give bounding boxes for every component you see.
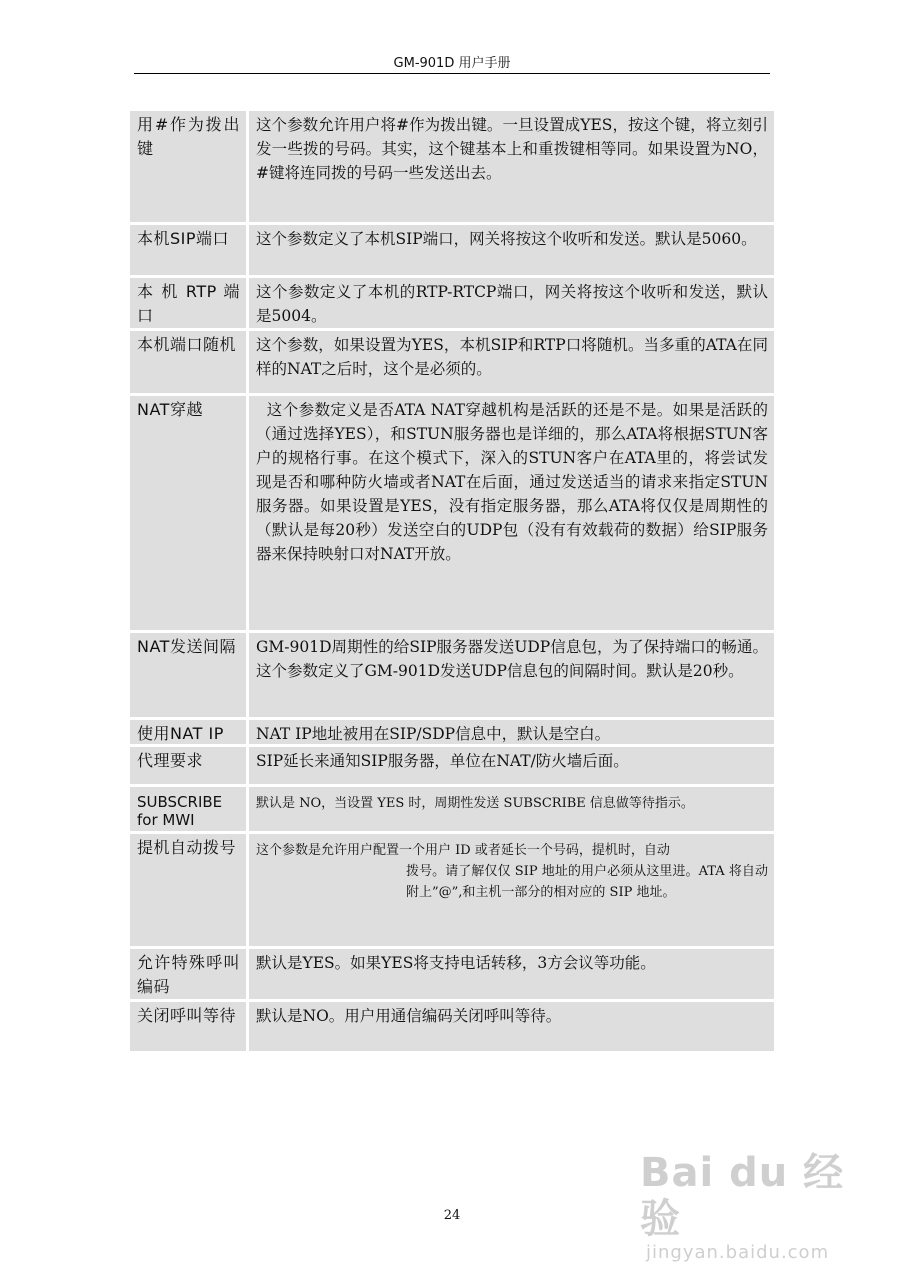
param-description: 这个参数定义了本机的RTP-RTCP端口，网关将按这个收听和发送，默认是5004。 xyxy=(249,278,774,328)
param-description: 这个参数定义了本机SIP端口，网关将按这个收听和发送。默认是5060。 xyxy=(249,225,774,275)
param-description: 默认是 NO，当设置 YES 时，周期性发送 SUBSCRIBE 信息做等待指示。 xyxy=(249,787,774,831)
param-description: NAT IP地址被用在SIP/SDP信息中，默认是空白。 xyxy=(249,720,774,744)
watermark-logo: Bai du 经验 xyxy=(640,1150,845,1242)
param-description xyxy=(249,834,774,946)
table-row xyxy=(130,747,774,784)
param-name: 使用NAT IP xyxy=(130,720,246,744)
header-rule xyxy=(134,73,770,74)
table-row xyxy=(130,396,774,630)
page-header-title: GM-901D 用户手册 xyxy=(393,56,511,71)
param-description-continuation: 拨号。请了解仅仅 SIP 地址的用户必须从这里进。ATA 将自动附上”@”,和主机一部分的相对应的 SIP 地址。 xyxy=(406,864,768,900)
param-name: 提机自动拨号 xyxy=(130,834,246,946)
table-row xyxy=(130,949,774,999)
table-row xyxy=(130,225,774,275)
table-row xyxy=(130,633,774,717)
param-description: 默认是YES。如果YES将支持电话转移，3方会议等功能。 xyxy=(249,949,774,999)
table-row xyxy=(130,278,774,328)
parameter-table xyxy=(130,111,774,1054)
table-row xyxy=(130,111,774,222)
table-row xyxy=(130,331,774,393)
param-name: 用#作为拨出键 xyxy=(130,111,246,222)
table-row xyxy=(130,787,774,831)
param-description: 这个参数定义是否ATA NAT穿越机构是活跃的还是不是。如果是活跃的（通过选择YES），和STUN服务器也是详细的，那么ATA将根据STUN客户的规格行事。在这个模式下，深入的STUN客户在ATA里的，将尝试发现是否和哪种防火墙或者NAT在后面，通过发送适当的请求来指定STUN服务器。如果设置是YES，没有指定服务器，那么ATA将仅仅是周期性的（默认是每20秒）发送空白的UDP包（没有有效载荷的数据）给SIP服务器来保持映射口对NAT开放。 xyxy=(249,396,774,630)
param-name: 关闭呼叫等待 xyxy=(130,1002,246,1051)
param-description: 默认是NO。用户用通信编码关闭呼叫等待。 xyxy=(249,1002,774,1051)
table-row xyxy=(130,1002,774,1051)
param-name: 允许特殊呼叫编码 xyxy=(130,949,246,999)
param-name: NAT发送间隔 xyxy=(130,633,246,717)
param-description: 这个参数允许用户将#作为拨出键。一旦设置成YES，按这个键，将立刻引发一些拨的号码。其实，这个键基本上和重拨键相等同。如果设置为NO，#键将连同拨的号码一些发送出去。 xyxy=(249,111,774,222)
table-row xyxy=(130,720,774,744)
param-description: SIP延长来通知SIP服务器，单位在NAT/防火墙后面。 xyxy=(249,747,774,784)
page-number: 24 xyxy=(443,1208,461,1223)
baidu-jingyan-watermark xyxy=(640,1150,860,1264)
param-description: 这个参数，如果设置为YES，本机SIP和RTP口将随机。当多重的ATA在同样的NAT之后时，这个是必须的。 xyxy=(249,331,774,393)
param-name: 代理要求 xyxy=(130,747,246,784)
table-row xyxy=(130,834,774,946)
param-name: 本机SIP端口 xyxy=(130,225,246,275)
param-name: NAT穿越 xyxy=(130,396,246,630)
param-name: SUBSCRIBE for MWI xyxy=(130,787,246,831)
param-description: GM-901D周期性的给SIP服务器发送UDP信息包，为了保持端口的畅通。这个参数定义了GM-901D发送UDP信息包的间隔时间。默认是20秒。 xyxy=(249,633,774,717)
param-description-first-line: 这个参数是允许用户配置一个用户 ID 或者延长一个号码，提机时，自动 xyxy=(256,843,670,858)
param-name: 本机端口随机 xyxy=(130,331,246,393)
param-name: 本 机 RTP 端口 xyxy=(130,278,246,328)
watermark-url: jingyan.baidu.com xyxy=(646,1242,830,1263)
